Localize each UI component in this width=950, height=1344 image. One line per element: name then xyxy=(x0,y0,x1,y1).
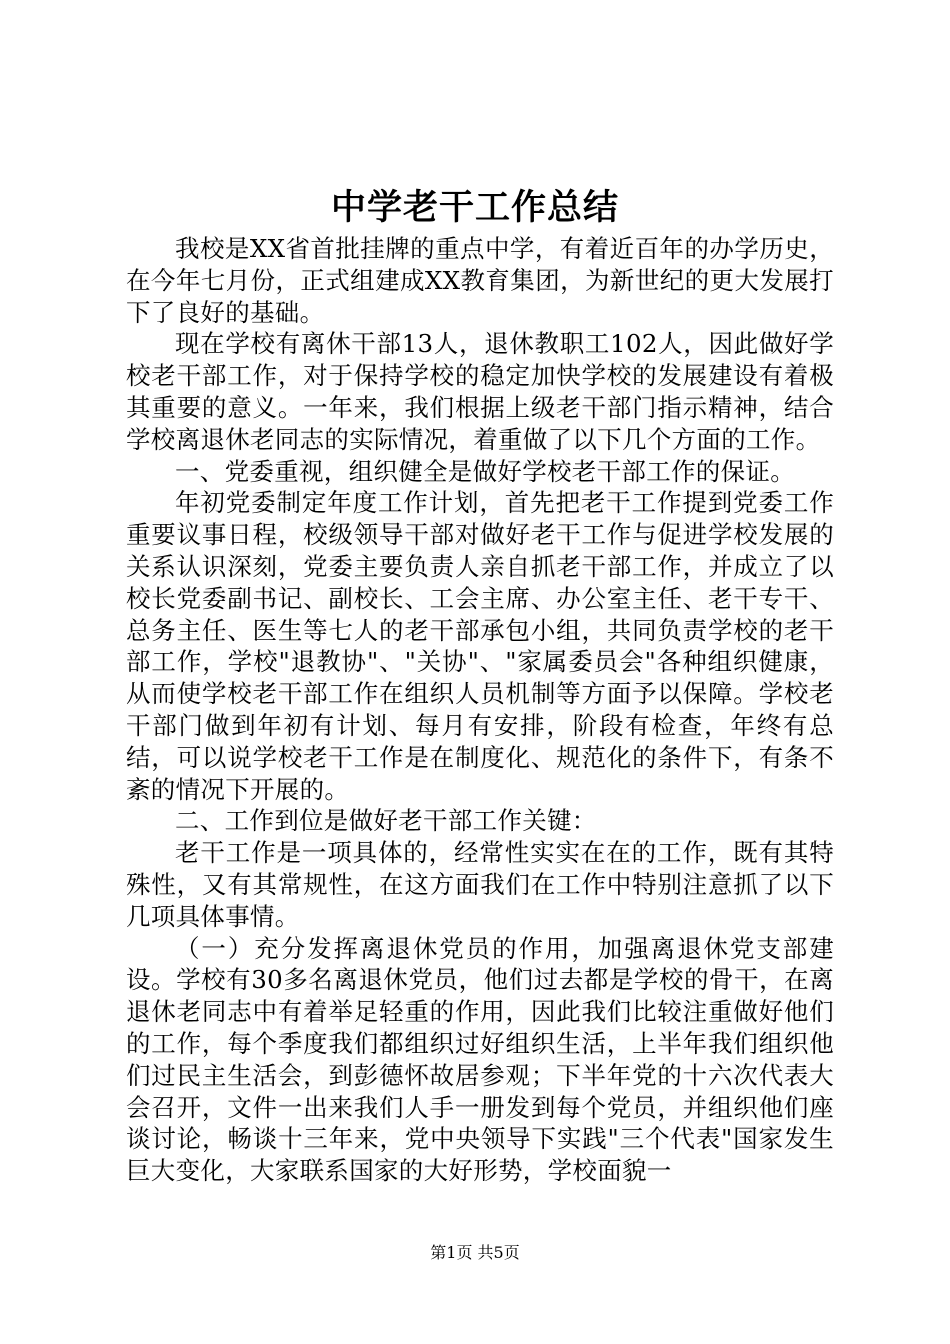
paragraph-intro: 我校是XX省首批挂牌的重点中学，有着近百年的办学历史，在今年七月份，正式组建成XX教育集团，为新世纪的更大发展打下了良好的基础。 xyxy=(126,234,834,327)
section-heading-2: 二、工作到位是做好老干部工作关键： xyxy=(175,806,597,836)
section-heading-1: 一、党委重视，组织健全是做好学校老干部工作的保证。 xyxy=(175,456,795,486)
page-footer: 第1页 共5页 xyxy=(430,1243,520,1262)
paragraph-section-1: 年初党委制定年度工作计划，首先把老干工作提到党委工作重要议事日程，校级领导干部对做好老干工作与促进学校发展的关系认识深刻，党委主要负责人亲自抓老干部工作，并成立了以校长党委副书记、副校长、工会主席、办公室主任、老干专干、总务主任、医生等七人的老干部承包小组，共同负责学校的老干部工作，学校"退教协"、"关协"、"家属委员会"各种组织健康，从而使学校老干部工作在组织人员机制等方面予以保障。学校老干部门做到年初有计划、每月有安排，阶段有检查，年终有总结，可以说学校老干工作是在制度化、规范化的条件下，有条不紊的情况下开展的。 xyxy=(126,488,834,804)
paragraph-subsection-1: （一）充分发挥离退休党员的作用，加强离退休党支部建设。学校有30多名离退休党员，他们过去都是学校的骨干，在离退休老同志中有着举足轻重的作用，因此我们比较注重做好他们的工作，每个季度我们都组织过好组织生活，上半年我们组织他们过民主生活会，到彭德怀故居参观；下半年党的十六次代表大会召开，文件一出来我们人手一册发到每个党员，并组织他们座谈讨论，畅谈十三年来，党中央领导下实践"三个代表"国家发生巨大变化，大家联系国家的大好形势，学校面貌一 xyxy=(126,933,834,1186)
document-body xyxy=(126,233,834,1187)
document-title: 中学老干工作总结 xyxy=(330,187,619,228)
paragraph-overview: 现在学校有离休干部13人，退休教职工102人，因此做好学校老干部工作，对于保持学校的稳定加快学校的发展建设有着极其重要的意义。一年来，我们根据上级老干部门指示精神，结合学校离退休老同志的实际情况，着重做了以下几个方面的工作。 xyxy=(126,329,834,454)
paragraph-section-2: 老干工作是一项具体的，经常性实实在在的工作，既有其特殊性，又有其常规性，在这方面我们在工作中特别注意抓了以下几项具体事情。 xyxy=(126,838,834,931)
